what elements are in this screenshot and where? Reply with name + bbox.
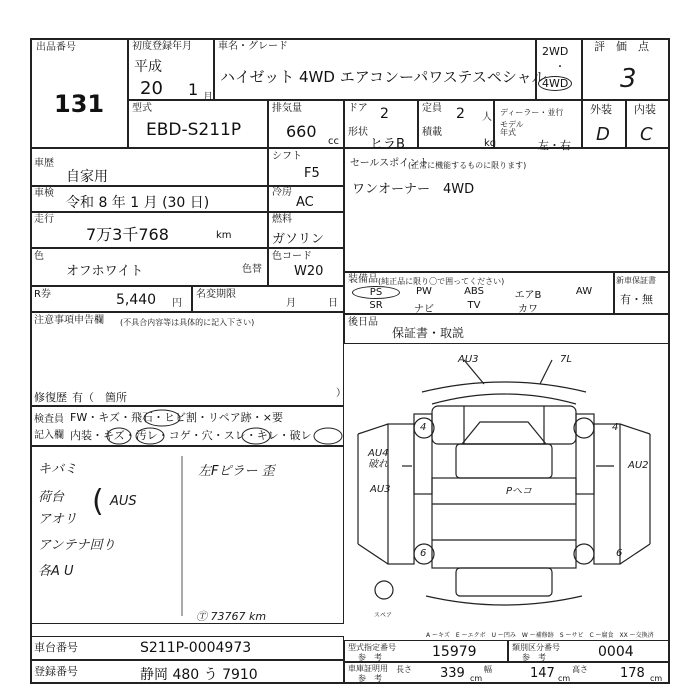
recycle-value: 5,440 bbox=[116, 292, 157, 308]
after-value: 保証書・取説 bbox=[392, 326, 465, 340]
inspector-row-1: FW・キズ・飛石・ヒビ割・リペア跡・×要 bbox=[70, 411, 283, 424]
model-year-label: モデル年式 bbox=[500, 120, 524, 137]
seats-label: 定員 bbox=[422, 103, 442, 114]
cert-sub: 参 考 bbox=[358, 674, 382, 683]
seats-unit: 人 bbox=[482, 112, 492, 123]
type-label: 型式 bbox=[132, 103, 152, 114]
steer: 左・右 bbox=[538, 139, 571, 152]
lot-number: 131 bbox=[54, 90, 105, 118]
warranty-label: 新車保証書 bbox=[616, 276, 656, 285]
hand-odo: Ⓣ 73767 km bbox=[196, 610, 267, 623]
hand-brace: ( bbox=[92, 484, 104, 519]
equipment-label: 装備品 bbox=[348, 274, 378, 285]
damage-mark: AU2 bbox=[628, 460, 649, 471]
dealer-label: ディーラー・並行 bbox=[500, 108, 564, 117]
equipment-item-r2-3: カワ bbox=[518, 304, 538, 315]
recycle-label: R券 bbox=[34, 289, 51, 300]
after-label: 後日品 bbox=[348, 317, 378, 328]
ac-value: AC bbox=[296, 195, 314, 210]
drive-dot: ・ bbox=[555, 62, 565, 73]
score-value: 3 bbox=[620, 64, 637, 94]
transfer-day: 日 bbox=[328, 298, 338, 309]
disp-value: 660 bbox=[286, 122, 317, 141]
typeno-value: 15979 bbox=[432, 644, 477, 660]
hgt-unit: cm bbox=[650, 674, 663, 683]
wid-unit: cm bbox=[558, 674, 571, 683]
sales-sub: (正常に機能するものに限ります) bbox=[408, 161, 527, 170]
hand-note-left: 荷台 bbox=[38, 490, 65, 505]
shift-value: F5 bbox=[304, 166, 320, 181]
fuel-label: 燃料 bbox=[272, 214, 292, 225]
plate-label: 登録番号 bbox=[34, 665, 78, 678]
int-label: 内装 bbox=[634, 103, 656, 116]
type-value: EBD-S211P bbox=[146, 120, 242, 140]
model-name: ハイゼット 4WD エアコンーパワステスペシャル bbox=[220, 68, 547, 86]
repair-close: ） bbox=[336, 388, 346, 399]
inspect-label: 車検 bbox=[34, 188, 54, 199]
equipment-item-3: エアB bbox=[514, 290, 542, 301]
use-label: 車歴 bbox=[34, 158, 54, 169]
shape-value: ヒラB bbox=[370, 137, 405, 152]
doors-value: 2 bbox=[380, 106, 389, 122]
ext-label: 外装 bbox=[590, 103, 612, 116]
hand-note-left: アンテナ回り bbox=[38, 538, 116, 553]
load-unit: kg bbox=[484, 138, 497, 149]
classno-label: 類別区分番号 bbox=[512, 643, 560, 652]
damage-legend: A ーキズ E ーエクボ U ー凹み W ー補修跡 S ーサビ C ー腐食 XX ー交換済 bbox=[426, 632, 654, 639]
spare-label: スペア bbox=[374, 612, 393, 619]
inspector-marks bbox=[30, 406, 344, 446]
score-label: 評 価 点 bbox=[594, 40, 649, 53]
typeno-label: 型式指定番号 bbox=[348, 643, 396, 652]
shape-label: 形状 bbox=[348, 127, 368, 138]
hand-note-left: キバミ bbox=[38, 462, 78, 477]
damage-mark: AU4 破れ bbox=[368, 448, 389, 470]
fuel-value: ガソリン bbox=[272, 232, 325, 247]
hgt-value: 178 bbox=[620, 666, 645, 681]
disp-label: 排気量 bbox=[272, 103, 302, 114]
equipment-item-0: PS bbox=[352, 286, 400, 299]
plate-value: 静岡 480 う 7910 bbox=[140, 667, 258, 683]
sales-label: セールスポイント bbox=[350, 158, 430, 169]
inspector-label-2: 記入欄 bbox=[34, 430, 64, 441]
color-value: オフホワイト bbox=[66, 264, 144, 279]
ac-label: 冷房 bbox=[272, 187, 292, 198]
wid-label: 幅 bbox=[484, 665, 492, 674]
classno-sub: 参 考 bbox=[522, 653, 546, 662]
hand-aus: AUS bbox=[110, 494, 137, 509]
recycle-box bbox=[30, 286, 192, 312]
classno-value: 0004 bbox=[598, 644, 634, 660]
load-label: 積載 bbox=[422, 127, 442, 138]
len-label: 長さ bbox=[396, 665, 412, 674]
hand-note-left: アオリ bbox=[38, 512, 77, 527]
equipment-item-2: ABS bbox=[464, 286, 484, 297]
use-value: 自家用 bbox=[66, 169, 108, 185]
lot-label: 出品番号 bbox=[36, 42, 76, 53]
chassis-label: 車台番号 bbox=[34, 641, 78, 654]
month-unit: 月 bbox=[203, 92, 213, 103]
wid-value: 147 bbox=[530, 666, 555, 681]
shift-label: シフト bbox=[272, 151, 302, 162]
typeno-sub: 参 考 bbox=[358, 653, 382, 662]
hgt-label: 高さ bbox=[572, 665, 588, 674]
model-label: 車名・グレード bbox=[218, 41, 288, 52]
chassis-value: S211P-0004973 bbox=[140, 640, 252, 656]
color-label: 色 bbox=[34, 251, 44, 262]
warranty-value: 有・無 bbox=[620, 293, 653, 306]
reg-month: 1 bbox=[188, 80, 199, 99]
recolor-label: 色替 bbox=[242, 264, 262, 275]
colorcode-value: W20 bbox=[294, 264, 324, 279]
colorcode-label: 色コード bbox=[272, 251, 312, 262]
mileage-value: 7万3千768 bbox=[86, 225, 169, 244]
recycle-unit: 円 bbox=[172, 298, 182, 309]
damage-mark: Pヘコ bbox=[506, 486, 533, 497]
ext-grade: D bbox=[596, 124, 610, 145]
doors-label: ドア bbox=[348, 103, 368, 114]
hand-divider bbox=[180, 456, 184, 616]
era: 平成 bbox=[134, 59, 162, 75]
damage-mark: 4 bbox=[612, 422, 619, 433]
mileage-unit: km bbox=[216, 230, 232, 241]
repair-label: 修復歴 bbox=[34, 391, 67, 404]
damage-mark: 6 bbox=[420, 548, 427, 559]
drive-2wd: 2WD bbox=[542, 45, 569, 58]
repair-value: 有（ 箇所 bbox=[72, 391, 127, 404]
notes-label: 注意事項申告欄 bbox=[34, 315, 104, 326]
transfer-label: 名変期限 bbox=[196, 289, 236, 300]
damage-mark: AU3 bbox=[370, 484, 391, 495]
notes-sub: (不具合内容等は具体的に記入下さい) bbox=[120, 318, 255, 327]
equipment-item-4: AW bbox=[575, 286, 593, 297]
damage-mark: 7L bbox=[560, 354, 572, 365]
hand-note-left: 各A U bbox=[38, 564, 74, 579]
reg-year: 20 bbox=[140, 78, 163, 99]
inspector-row-2: 内装・キズ・汚レ・コゲ・穴・スレ・キレ・破レ bbox=[70, 429, 312, 442]
equipment-item-r2-0: SR bbox=[369, 300, 383, 311]
len-unit: cm bbox=[470, 674, 483, 683]
sales-text: ワンオーナー 4WD bbox=[352, 182, 475, 197]
first-reg-label: 初度登録年月 bbox=[132, 41, 192, 52]
hand-right: 左Fピラー 歪 bbox=[198, 464, 275, 479]
damage-mark: AU3 bbox=[458, 354, 479, 365]
inspect-value: 令和 8 年 1 月 (30 日) bbox=[66, 195, 210, 211]
len-value: 339 bbox=[440, 666, 465, 681]
mileage-label: 走行 bbox=[34, 214, 54, 225]
cert-label: 車庫証明用 bbox=[348, 664, 388, 673]
damage-mark: 6 bbox=[616, 548, 623, 559]
seats-value: 2 bbox=[456, 106, 465, 122]
inspector-label-1: 検査員 bbox=[34, 414, 64, 425]
drive-4wd: 4WD bbox=[538, 76, 572, 91]
damage-mark: 4 bbox=[420, 422, 427, 433]
equipment-item-r2-1: ナビ bbox=[414, 304, 434, 315]
int-grade: C bbox=[640, 124, 653, 145]
equipment-sub: (純正品に限り〇で囲ってください) bbox=[378, 277, 505, 286]
equipment-item-r2-2: TV bbox=[467, 300, 481, 311]
equipment-item-1: PW bbox=[416, 286, 432, 297]
disp-unit: cc bbox=[328, 136, 339, 147]
transfer-month: 月 bbox=[286, 298, 296, 309]
